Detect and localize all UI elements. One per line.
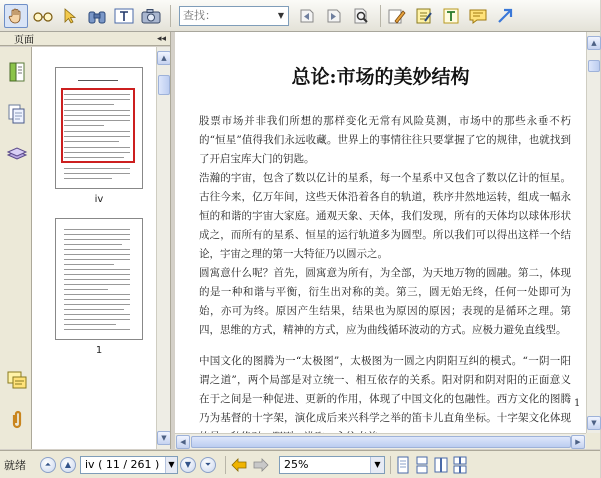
scrollbar-thumb[interactable] bbox=[588, 60, 600, 72]
comment-button[interactable] bbox=[466, 4, 490, 28]
first-page-button[interactable] bbox=[40, 457, 56, 473]
find-next-button[interactable] bbox=[322, 4, 346, 28]
paragraph: 浩瀚的宇宙，包含了数以亿计的星系，每一个星系中又包含了数以亿计的恒星。古往今来，亿万年间，这些天体沿着各自的轨道，秩序井然地运转，组成一幅永恒的和谐的宇宙大家庭。通观天象、天体，我们发现，所有的天体均以球体形状成之，而所有的星系、恒星的运行轨道多为圆型。所以我们可以得出这样一个结论，宇宙之理的第一大特征乃以圆示之。 bbox=[199, 172, 571, 260]
side-tab-strip bbox=[0, 47, 32, 449]
next-page-icon: ▼ bbox=[184, 460, 192, 469]
document-horizontal-scrollbar[interactable] bbox=[175, 433, 586, 449]
zoom-selector[interactable] bbox=[279, 456, 385, 474]
find-next-icon bbox=[325, 7, 343, 25]
toolbar-separator bbox=[380, 5, 381, 27]
note-edit-icon bbox=[415, 7, 433, 25]
page-thumbnail[interactable] bbox=[55, 67, 143, 189]
page-dropdown-icon[interactable]: ▼ bbox=[165, 457, 177, 473]
snapshot-button[interactable] bbox=[139, 4, 163, 28]
camera-icon bbox=[141, 8, 161, 24]
select-text-button[interactable] bbox=[31, 4, 55, 28]
search-go-button[interactable] bbox=[349, 4, 373, 28]
main-toolbar bbox=[0, 0, 600, 32]
previous-page-icon: ▲ bbox=[64, 460, 72, 469]
page-thumbnail[interactable] bbox=[55, 218, 143, 340]
document-view[interactable] bbox=[175, 32, 586, 433]
scroll-right-button[interactable]: ▶ bbox=[571, 435, 585, 449]
zoom-dropdown-icon[interactable]: ▼ bbox=[370, 457, 384, 473]
bookmarks-icon[interactable] bbox=[6, 61, 28, 83]
previous-page-button[interactable] bbox=[60, 457, 76, 473]
zoom-value: 25% bbox=[284, 458, 309, 471]
text-annotation-button[interactable] bbox=[439, 4, 463, 28]
pencil-annotate-icon bbox=[387, 7, 407, 25]
scroll-left-button[interactable]: ◀ bbox=[176, 435, 190, 449]
thumbnail-label: 1 bbox=[95, 345, 103, 356]
continuous-view-icon[interactable] bbox=[415, 456, 429, 474]
collapse-panel-button[interactable]: ◂◂ bbox=[156, 33, 166, 44]
comments-list-icon[interactable] bbox=[6, 369, 28, 391]
diagonal-arrow-icon bbox=[496, 7, 514, 25]
magnifier-icon bbox=[352, 7, 370, 25]
paragraph: 股票市场并非我们所想的那样变化无常有风险莫测，市场中的那些永垂不朽的“恒星”值得我们永远收藏。世界上的事情往往只要掌握了它的规律，也就找到了开启宝库大门的钥匙。 bbox=[199, 115, 571, 165]
facing-view-icon[interactable] bbox=[434, 456, 448, 474]
scrollbar-corner bbox=[586, 433, 600, 449]
last-page-button[interactable] bbox=[200, 457, 216, 473]
cursor-arrow-icon bbox=[62, 7, 78, 25]
find-previous-button[interactable] bbox=[295, 4, 319, 28]
page-thumbnails-icon[interactable] bbox=[6, 103, 28, 125]
search-combobox[interactable] bbox=[179, 6, 289, 26]
layers-icon[interactable] bbox=[6, 143, 28, 165]
continuous-facing-view-icon[interactable] bbox=[453, 456, 467, 474]
pages-panel-title: 页面 bbox=[14, 35, 34, 46]
back-arrow-icon[interactable] bbox=[231, 458, 247, 472]
text-tool-button[interactable] bbox=[112, 4, 136, 28]
arrow-annotation-button[interactable] bbox=[493, 4, 517, 28]
next-page-button[interactable] bbox=[180, 457, 196, 473]
search-input[interactable] bbox=[180, 7, 272, 25]
note-button[interactable] bbox=[412, 4, 436, 28]
last-page-icon: ⏷ bbox=[204, 459, 212, 469]
hand-tool-button[interactable] bbox=[4, 4, 28, 28]
annotate-button[interactable] bbox=[385, 4, 409, 28]
page-number: 1 bbox=[574, 398, 581, 409]
thumbnail-label: iv bbox=[94, 194, 104, 205]
scroll-down-button[interactable]: ▼ bbox=[157, 431, 171, 445]
text-select-icon bbox=[114, 7, 134, 25]
status-bar bbox=[0, 450, 600, 478]
arrow-select-button[interactable] bbox=[58, 4, 82, 28]
paragraph: 中国文化的图腾为一“太极图”，太极图为一圆之内阴阳互纠的模式。“一阴一阳谓之道”，两个局部是对立统一、相互依存的关系。阳对阴和阴对阳的正面意义在于之间是一种促进、更新的作用，体现了中国文化的包融性。西方文化的图腾乃为基督的十字架，演化成后来兴科学之举的笛卡儿直角坐标。十字架文化体现 bbox=[199, 355, 571, 424]
first-page-icon: ⏶ bbox=[44, 459, 52, 469]
document-vertical-scrollbar[interactable] bbox=[586, 32, 600, 433]
scroll-up-button[interactable]: ▲ bbox=[157, 51, 171, 65]
scroll-down-button[interactable]: ▼ bbox=[587, 416, 601, 430]
find-previous-icon bbox=[298, 7, 316, 25]
single-page-view-icon[interactable] bbox=[396, 456, 410, 474]
page-indicator: iv ( 11 / 261 ) bbox=[85, 458, 160, 471]
glasses-icon bbox=[33, 9, 53, 23]
attachment-paperclip-icon[interactable] bbox=[6, 409, 28, 431]
thumbnails-pane bbox=[32, 47, 156, 449]
pages-panel-header bbox=[0, 32, 170, 46]
toolbar-separator bbox=[170, 5, 171, 27]
search-dropdown-icon[interactable]: ▼ bbox=[277, 11, 285, 20]
status-text: 就绪 bbox=[4, 458, 26, 472]
thumbnails-scrollbar[interactable] bbox=[156, 47, 170, 449]
binoculars-icon bbox=[87, 7, 107, 25]
text-box-icon bbox=[442, 7, 460, 25]
hand-icon bbox=[7, 7, 25, 25]
forward-arrow-icon[interactable] bbox=[253, 458, 269, 472]
scrollbar-thumb[interactable] bbox=[191, 436, 571, 448]
scrollbar-thumb[interactable] bbox=[158, 75, 170, 95]
page-heading: 总论:市场的美妙结构 bbox=[291, 66, 470, 88]
comment-bubble-icon bbox=[468, 7, 488, 25]
status-separator bbox=[390, 456, 391, 474]
paragraph: 圆寓意什么呢？首先，圆寓意为所有，为全部，为天地万物的圆融。第二，体现的是一种和谐与平衡，衍生出对称的美。第三，圆无始无终，任何一处即可为始，亦可为终。原因产生结果，结果也为原因的原因；表现的是循环之理。第四，思维的方式，精神的方式，应为曲线循环波动的方式。应极力避免直线型。 bbox=[199, 267, 571, 336]
page-number-selector[interactable] bbox=[80, 456, 178, 474]
find-button[interactable] bbox=[85, 4, 109, 28]
status-separator bbox=[225, 456, 226, 474]
scroll-up-button[interactable]: ▲ bbox=[587, 36, 601, 50]
